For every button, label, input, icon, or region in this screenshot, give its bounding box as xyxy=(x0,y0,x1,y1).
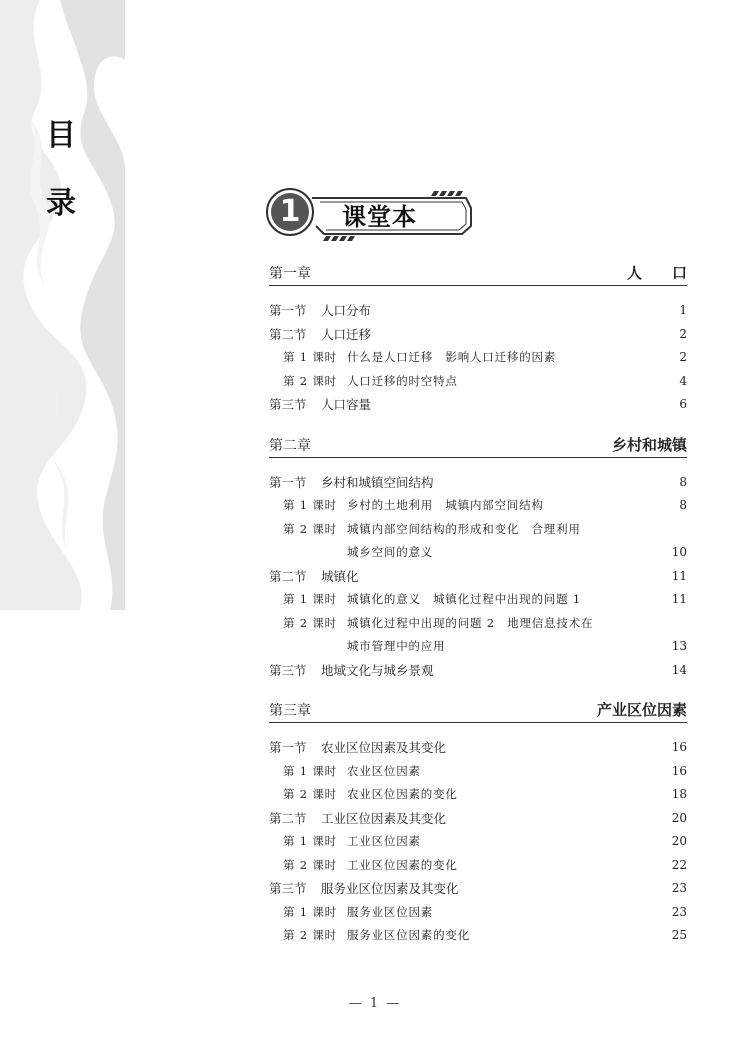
entry-label: 第一节 xyxy=(269,474,307,490)
toc-lesson-entry[interactable] xyxy=(269,518,687,565)
entry-label: 第二节 xyxy=(269,326,307,342)
entry-text-line: 工业区位因素的变化 xyxy=(347,857,458,872)
entry-page-number: 20 xyxy=(671,834,687,848)
entry-label: 第 2 课时 xyxy=(283,373,337,388)
entry-page-number: 4 xyxy=(679,373,687,388)
toc-lesson-entry[interactable] xyxy=(269,924,687,948)
entry-label: 第 2 课时 xyxy=(283,787,337,801)
toc-lesson-entry[interactable] xyxy=(269,830,687,854)
chapter-number: 第二章 xyxy=(269,437,311,454)
table-of-contents xyxy=(269,262,687,965)
entry-text-line: 人口容量 xyxy=(321,397,372,412)
chapter-block xyxy=(269,262,687,417)
toc-section-entry[interactable] xyxy=(269,393,687,417)
entry-text-line-2: 城乡空间的意义 xyxy=(347,545,434,559)
toc-section-entry[interactable] xyxy=(269,565,687,589)
chapter-number: 第三章 xyxy=(269,703,311,719)
chapter-heading[interactable] xyxy=(269,699,687,723)
toc-lesson-entry[interactable] xyxy=(269,783,687,807)
toc-lesson-entry[interactable] xyxy=(269,494,687,518)
toc-section-entry[interactable] xyxy=(269,659,687,683)
entry-label: 第 2 课时 xyxy=(283,615,337,630)
entry-label: 第一节 xyxy=(269,740,307,755)
entry-label: 第 2 课时 xyxy=(283,857,337,872)
entry-page-number: 14 xyxy=(671,662,687,677)
entry-page-number: 11 xyxy=(671,568,687,583)
entry-text xyxy=(321,877,663,901)
entry-page-number: 8 xyxy=(679,474,687,489)
toc-section-entry[interactable] xyxy=(269,807,687,831)
entry-label: 第三节 xyxy=(269,397,307,412)
entry-text xyxy=(321,659,663,683)
entry-text-line: 农业区位因素的变化 xyxy=(347,787,458,801)
page-title-char-2: 录 xyxy=(46,186,76,221)
toc-lesson-entry[interactable] xyxy=(269,612,687,659)
entry-text-line: 服务业区位因素的变化 xyxy=(347,928,470,942)
chapter-block xyxy=(269,699,687,948)
chapter-title: 人 口 xyxy=(626,264,687,282)
entry-text xyxy=(321,807,663,831)
entry-page-number: 1 xyxy=(679,303,687,317)
entry-text xyxy=(321,471,663,495)
entry-text xyxy=(347,518,663,565)
toc-lesson-entry[interactable] xyxy=(269,901,687,925)
entry-text xyxy=(321,565,663,589)
page-title-char-1: 目 xyxy=(46,118,76,153)
entry-text xyxy=(321,323,663,347)
entry-text xyxy=(347,830,663,854)
entry-page-number: 2 xyxy=(679,326,687,341)
entry-text-line: 服务业区位因素及其变化 xyxy=(321,881,459,896)
entry-page-number: 13 xyxy=(671,639,687,653)
entry-page-number: 23 xyxy=(671,881,687,895)
page-number: — 1 — xyxy=(348,996,402,1011)
entry-label: 第 1 课时 xyxy=(283,498,337,512)
chapter-heading[interactable] xyxy=(269,434,687,458)
entry-page-number: 11 xyxy=(671,592,687,606)
entry-text xyxy=(347,612,663,659)
entry-text xyxy=(347,854,663,878)
entry-page-number: 16 xyxy=(671,763,687,778)
chapter-block xyxy=(269,434,687,683)
entry-text-line: 乡村和城镇空间结构 xyxy=(321,474,434,490)
entry-text xyxy=(347,783,663,807)
side-flame-decoration xyxy=(0,0,125,610)
entry-page-number: 2 xyxy=(679,350,687,364)
badge-title: 课堂本 xyxy=(342,203,417,231)
entry-label: 第二节 xyxy=(269,810,307,826)
entry-page-number: 22 xyxy=(671,857,687,872)
entry-text-line: 农业区位因素及其变化 xyxy=(321,740,447,755)
toc-lesson-entry[interactable] xyxy=(269,760,687,784)
chapter-heading[interactable] xyxy=(269,262,687,286)
entry-text-line: 农业区位因素 xyxy=(347,763,421,778)
entry-text-line: 城镇内部空间结构的形成和变化 合理利用 xyxy=(347,521,581,536)
toc-section-entry[interactable] xyxy=(269,323,687,347)
entry-text-line: 城镇化的意义 城镇化过程中出现的问题 1 xyxy=(347,592,581,606)
entry-text-line: 什么是人口迁移 影响人口迁移的因素 xyxy=(347,350,557,364)
entry-page-number: 6 xyxy=(679,397,687,411)
toc-lesson-entry[interactable] xyxy=(269,588,687,612)
entry-text xyxy=(347,370,663,394)
toc-lesson-entry[interactable] xyxy=(269,854,687,878)
section-badge xyxy=(266,188,476,244)
entry-text-line: 人口迁移的时空特点 xyxy=(347,373,458,388)
entry-text-line: 工业区位因素及其变化 xyxy=(321,810,447,826)
entry-label: 第 2 课时 xyxy=(283,521,337,536)
toc-section-entry[interactable] xyxy=(269,299,687,323)
entry-text-line: 工业区位因素 xyxy=(347,834,421,848)
badge-number: 1 xyxy=(279,194,301,229)
chapter-title: 乡村和城镇 xyxy=(611,435,687,454)
entry-label: 第 2 课时 xyxy=(283,928,337,942)
toc-section-entry[interactable] xyxy=(269,877,687,901)
entry-text-line: 地域文化与城乡景观 xyxy=(321,662,434,678)
entry-text xyxy=(347,901,663,925)
entry-text-line: 城镇化 xyxy=(321,568,359,584)
entry-text-line: 乡村的土地利用 城镇内部空间结构 xyxy=(347,498,544,512)
entry-text xyxy=(347,346,663,370)
entry-text-line-2: 城市管理中的应用 xyxy=(347,639,446,653)
entry-text-line: 人口分布 xyxy=(321,303,372,318)
entry-label: 第 1 课时 xyxy=(283,592,337,606)
entry-label: 第三节 xyxy=(269,881,307,896)
entry-text-line: 人口迁移 xyxy=(321,326,372,342)
entry-text xyxy=(321,736,663,760)
toc-lesson-entry[interactable] xyxy=(269,370,687,394)
toc-lesson-entry[interactable] xyxy=(269,346,687,370)
entry-page-number: 16 xyxy=(671,740,687,754)
entry-label: 第 1 课时 xyxy=(283,904,337,919)
entry-text xyxy=(321,393,663,417)
entry-label: 第 1 课时 xyxy=(283,763,337,778)
entry-page-number: 23 xyxy=(671,904,687,919)
toc-section-entry[interactable] xyxy=(269,736,687,760)
entry-page-number: 25 xyxy=(671,928,687,942)
entry-text-line: 城镇化过程中出现的问题 2 地理信息技术在 xyxy=(347,615,594,630)
entry-text-line: 服务业区位因素 xyxy=(347,904,434,919)
entry-page-number: 8 xyxy=(679,498,687,512)
entry-text xyxy=(347,494,663,518)
entry-label: 第一节 xyxy=(269,303,307,318)
chapter-title: 产业区位因素 xyxy=(596,701,687,719)
entry-label: 第二节 xyxy=(269,568,307,584)
entry-text xyxy=(347,588,663,612)
entry-page-number: 20 xyxy=(671,810,687,825)
entry-label: 第 1 课时 xyxy=(283,834,337,848)
entry-text xyxy=(347,924,663,948)
entry-text xyxy=(347,760,663,784)
toc-section-entry[interactable] xyxy=(269,471,687,495)
entry-label: 第三节 xyxy=(269,662,307,678)
entry-text xyxy=(321,299,663,323)
entry-label: 第 1 课时 xyxy=(283,350,337,364)
entry-page-number: 10 xyxy=(671,545,687,559)
entry-page-number: 18 xyxy=(671,787,687,801)
chapter-number: 第一章 xyxy=(269,266,311,282)
